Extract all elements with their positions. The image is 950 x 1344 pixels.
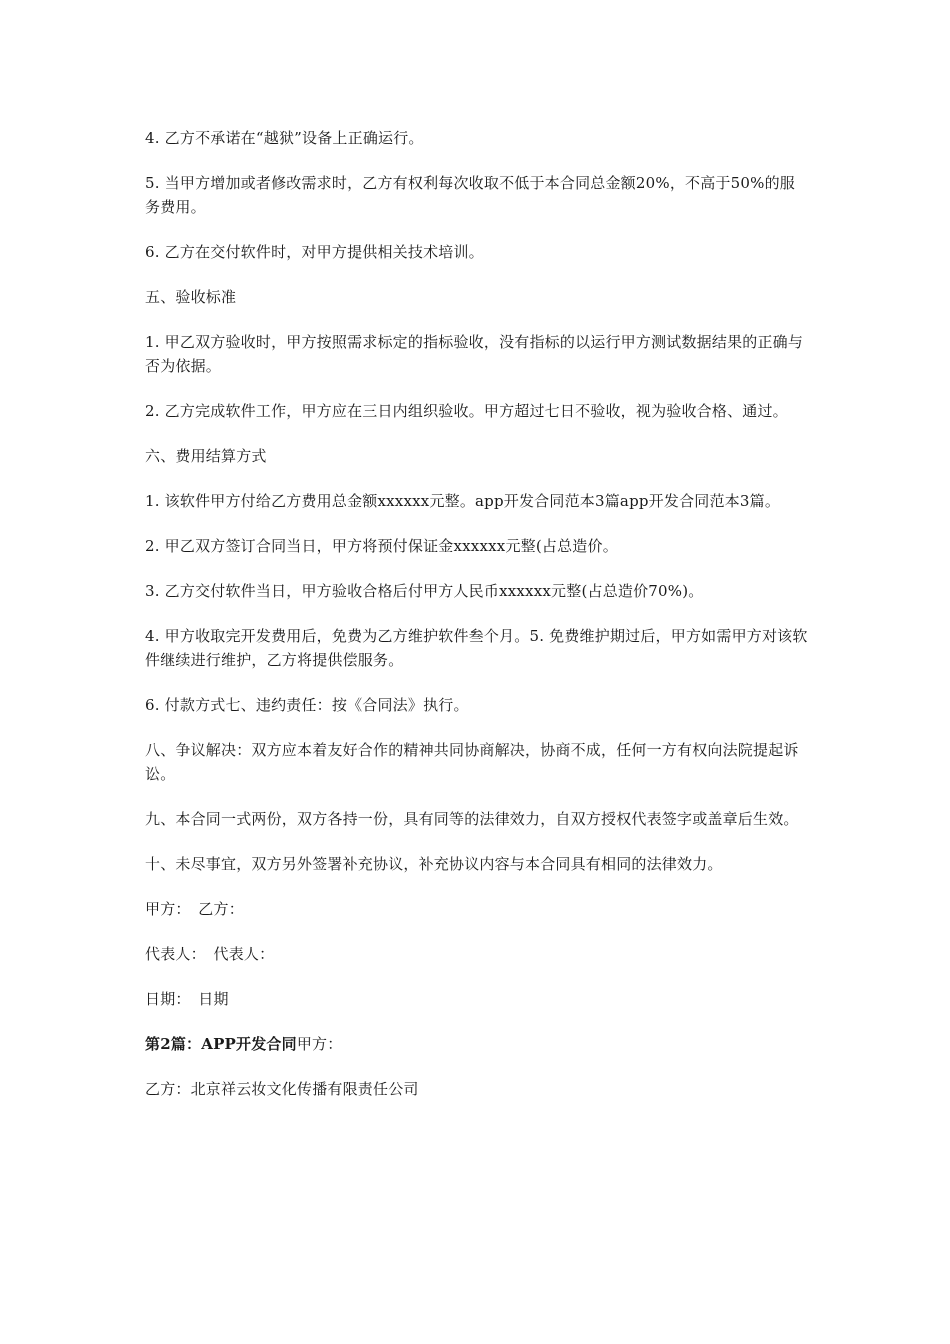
- clause-5-paragraph: 5. 当甲方增加或者修改需求时，乙方有权利每次收取不低于本合同总金额20%，不高于50%的服务费用。: [145, 174, 795, 216]
- section-5-heading: 五、验收标准: [145, 288, 237, 306]
- payment-clause-4: 4. 甲方收取完开发费用后，免费为乙方维护软件叁个月。5. 免费维护期过后，甲方如需甲方对该软件继续进行维护，乙方将提供偿服务。: [145, 627, 808, 669]
- date-line: 日期： 日期: [145, 990, 229, 1008]
- representative-line: 代表人： 代表人：: [145, 945, 275, 963]
- section-9-paragraph: 九、本合同一式两份，双方各持一份，具有同等的法律效力，自双方授权代表签字或盖章后生效。: [145, 810, 799, 828]
- section-8-paragraph: 八、争议解决：双方应本着友好合作的精神共同协商解决，协商不成，任何一方有权向法院提起诉讼。: [145, 741, 799, 783]
- payment-clause-2: 2. 甲乙双方签订合同当日，甲方将预付保证金xxxxxx元整(占总造价。: [145, 537, 618, 555]
- payment-clause-3: 3. 乙方交付软件当日，甲方验收合格后付甲方人民币xxxxxx元整(占总造价70%)。: [145, 582, 704, 600]
- acceptance-clause-1: 1. 甲乙双方验收时，甲方按照需求标定的指标验收，没有指标的以运行甲方测试数据结果的正确与否为依据。: [145, 333, 804, 375]
- section-2-party-a: 甲方：: [296, 1035, 343, 1053]
- section-2-title: 第2篇：APP开发合同: [145, 1035, 297, 1053]
- section-2-party-b: 乙方：北京祥云妆文化传播有限责任公司: [145, 1080, 419, 1098]
- acceptance-clause-2: 2. 乙方完成软件工作，甲方应在三日内组织验收。甲方超过七日不验收，视为验收合格、通过。: [145, 402, 788, 420]
- payment-clause-6: 6. 付款方式七、违约责任：按《合同法》执行。: [145, 696, 469, 714]
- payment-clause-1: 1. 该软件甲方付给乙方费用总金额xxxxxx元整。app开发合同范本3篇app开发合同范本3篇。: [145, 492, 781, 510]
- party-line: 甲方： 乙方：: [145, 900, 244, 918]
- document-body: [145, 126, 810, 1122]
- clause-4-paragraph: 4. 乙方不承诺在“越狱”设备上正确运行。: [145, 129, 424, 147]
- clause-6-paragraph: 6. 乙方在交付软件时，对甲方提供相关技术培训。: [145, 243, 484, 261]
- section-6-heading: 六、费用结算方式: [145, 447, 267, 465]
- section-2-heading: [145, 1032, 810, 1056]
- section-10-paragraph: 十、未尽事宜，双方另外签署补充协议，补充协议内容与本合同具有相同的法律效力。: [145, 855, 723, 873]
